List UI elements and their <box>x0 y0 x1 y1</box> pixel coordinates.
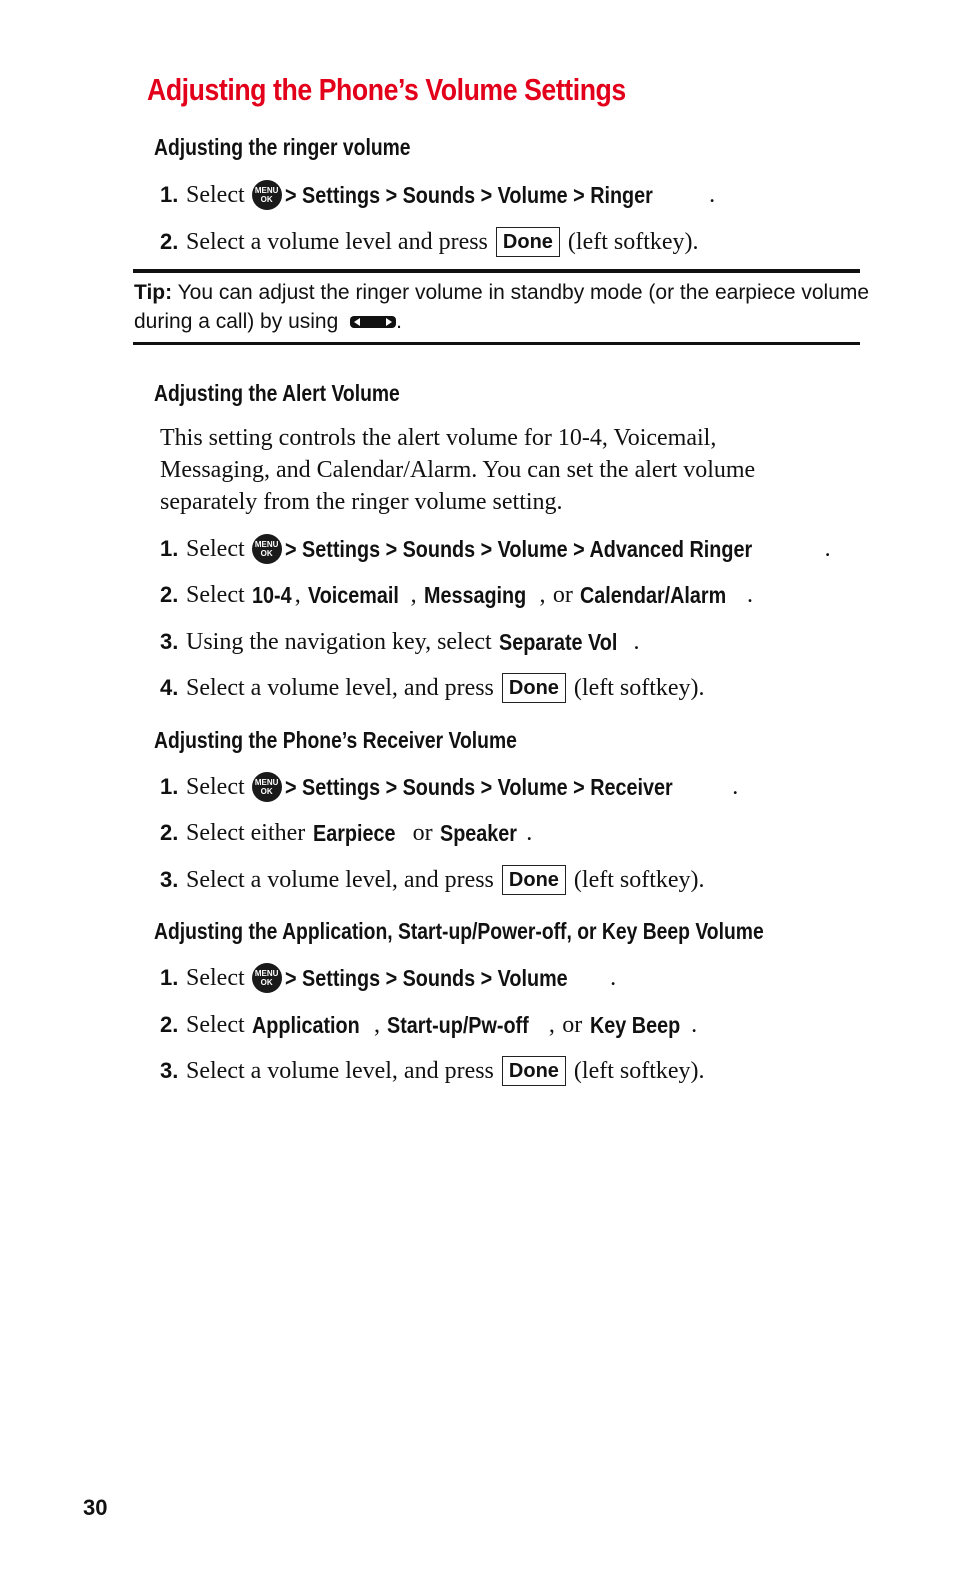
step-text: Select a volume level and press <box>186 228 488 255</box>
receiver-step-2: 2. Select either Earpiece or Speaker . <box>160 819 533 846</box>
heading-receiver-volume: Adjusting the Phone’s Receiver Volume <box>154 727 517 753</box>
option-messaging: Messaging <box>423 581 527 608</box>
option-key-beep: Key Beep <box>589 1011 680 1038</box>
option-application: Application <box>251 1011 360 1038</box>
ringer-step-2: 2. Select a volume level and press Done (left softkey). <box>160 224 699 260</box>
receiver-step-1: 1. Select MENU OK > Settings > Sounds > Volume > Receiver . <box>160 769 738 805</box>
step-number: 2. <box>160 1012 179 1037</box>
navigation-key-icon <box>350 316 396 328</box>
done-softkey-label: Done <box>502 1056 566 1086</box>
alert-description: This setting controls the alert volume for 10-4, Voicemail, Messaging, and Calendar/Alarm. You can set the alert volume separately from the ringer volume setting. <box>160 425 756 515</box>
step-number: 3. <box>160 629 179 654</box>
step-number: 3. <box>160 867 179 892</box>
step-number: 2. <box>160 582 179 607</box>
alert-step-1: 1. Select MENU OK > Settings > Sounds > Volume > Advanced Ringer . <box>160 531 831 567</box>
menu-path: > Settings > Sounds > Volume > Receiver <box>284 773 673 800</box>
step-number: 1. <box>160 774 179 799</box>
menu-ok-key-icon: MENU OK <box>252 772 282 802</box>
step-number: 1. <box>160 965 179 990</box>
step-number: 4. <box>160 675 179 700</box>
app-step-1: 1. Select MENU OK > Settings > Sounds > Volume . <box>160 960 616 996</box>
step-text: Select <box>186 181 245 208</box>
option-start-up-pw-off: Start-up/Pw-off <box>387 1011 530 1038</box>
page-title: Adjusting the Phone’s Volume Settings <box>147 72 626 107</box>
page-number: 30 <box>83 1495 108 1520</box>
menu-ok-key-icon: MENU OK <box>252 534 282 564</box>
option-separate-vol: Separate Vol <box>499 628 618 655</box>
tip-box: Tip: You can adjust the ringer volume in standby mode (or the earpiece volume during a call) by using . <box>134 281 870 333</box>
app-step-3: 3. Select a volume level, and press Done (left softkey). <box>160 1053 705 1089</box>
menu-path: > Settings > Sounds > Volume <box>284 964 568 991</box>
receiver-step-3: 3. Select a volume level, and press Done (left softkey). <box>160 862 705 898</box>
done-softkey-label: Done <box>502 865 566 895</box>
tip-text: You can adjust the ringer volume in standby mode (or the earpiece volume during a call) by using <box>134 281 870 333</box>
step-number: 1. <box>160 536 179 561</box>
heading-application-volume: Adjusting the Application, Start-up/Power-off, or Key Beep Volume <box>154 918 764 944</box>
heading-ringer-volume: Adjusting the ringer volume <box>154 134 411 160</box>
step-number: 2. <box>160 820 179 845</box>
tip-top-rule <box>133 269 860 273</box>
option-10-4: 10-4 <box>251 581 292 608</box>
done-softkey-label: Done <box>502 673 566 703</box>
step-number: 1. <box>160 182 179 207</box>
done-softkey-label: Done <box>496 227 560 257</box>
option-speaker: Speaker <box>439 819 517 846</box>
step-number: 3. <box>160 1058 179 1083</box>
option-calendar-alarm: Calendar/Alarm <box>580 581 727 608</box>
option-earpiece: Earpiece <box>312 819 396 846</box>
menu-ok-key-icon: MENU OK <box>252 180 282 210</box>
alert-step-4: 4. Select a volume level, and press Done (left softkey). <box>160 670 705 706</box>
app-step-2: 2. Select Application , Start-up/Pw-off , or Key Beep . <box>160 1011 698 1038</box>
tip-bottom-rule <box>133 342 860 345</box>
alert-step-3: 3. Using the navigation key, select Separate Vol . <box>160 628 640 655</box>
tip-label: Tip: <box>134 281 173 304</box>
option-voicemail: Voicemail <box>308 581 399 608</box>
menu-path: > Settings > Sounds > Volume > Ringer <box>284 181 653 208</box>
ringer-step-1: 1. Select MENU OK > Settings > Sounds > Volume > Ringer . <box>160 177 715 213</box>
menu-ok-key-icon: MENU OK <box>252 963 282 993</box>
heading-alert-volume: Adjusting the Alert Volume <box>154 380 400 406</box>
step-number: 2. <box>160 229 179 254</box>
alert-step-2: 2. Select 10-4 , Voicemail , Messaging , or Calendar/Alarm . <box>160 581 753 608</box>
menu-path: > Settings > Sounds > Volume > Advanced Ringer <box>284 535 752 562</box>
